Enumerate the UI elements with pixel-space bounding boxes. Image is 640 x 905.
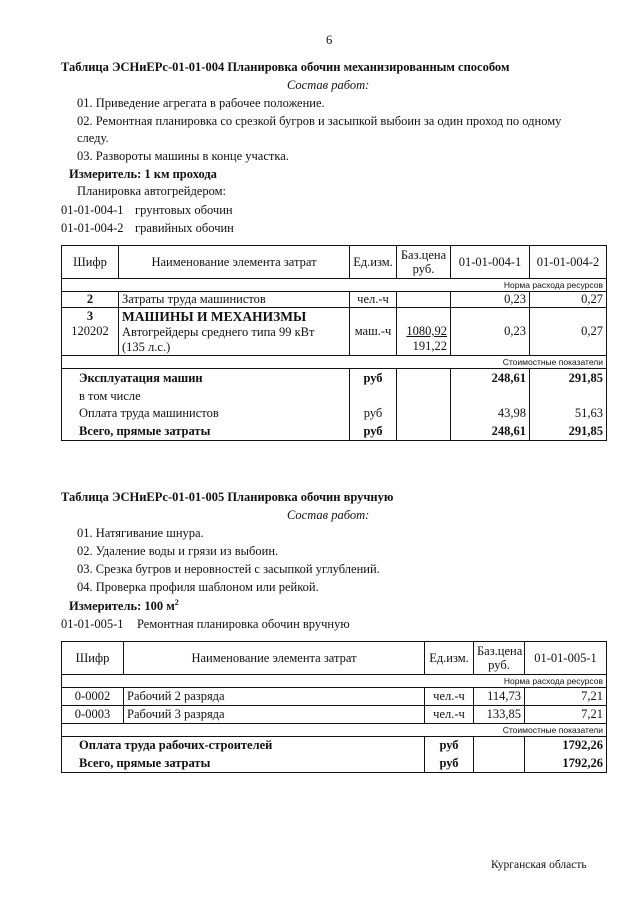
- table1-code-name: грунтовых обочин: [135, 203, 233, 217]
- table-row: в том числе: [62, 388, 607, 405]
- header-col2: 01-01-004-2: [530, 246, 607, 279]
- table-row: 0-0002 Рабочий 2 разряда чел.-ч 114,73 7,21: [62, 688, 607, 706]
- header-price: Баз.цена руб.: [397, 246, 451, 279]
- header-unit: Ед.изм.: [425, 642, 474, 675]
- table1-step: следу.: [77, 131, 109, 145]
- header-col1: 01-01-004-1: [451, 246, 530, 279]
- table1-meter: Измеритель: 1 км прохода: [69, 167, 217, 181]
- table2: [61, 641, 607, 773]
- header-shifr: Шифр: [62, 246, 119, 279]
- table1-code-name: гравийных обочин: [135, 221, 234, 235]
- table-row: Всего, прямые затраты руб 1792,26: [62, 755, 607, 773]
- table-row: Эксплуатация машин руб 248,61 291,85: [62, 369, 607, 388]
- table-row: 0-0003 Рабочий 3 разряда чел.-ч 133,85 7,21: [62, 706, 607, 724]
- table-row: Оплата труда рабочих-строителей руб 1792,26: [62, 737, 607, 755]
- table2-title: Таблица ЭСНиЕРс-01-01-005 Планировка обочин вручную: [61, 490, 394, 504]
- table2-header-row: [62, 642, 607, 675]
- table-row: Всего, прямые затраты руб 248,61 291,85: [62, 423, 607, 441]
- table2-code-name: Ремонтная планировка обочин вручную: [137, 617, 350, 631]
- table1-step: 01. Приведение агрегата в рабочее положение.: [77, 96, 325, 110]
- table2-step: 01. Натягивание шнура.: [77, 526, 204, 540]
- header-price: Баз.цена руб.: [474, 642, 525, 675]
- table1-sostav: Состав работ:: [287, 78, 370, 92]
- stoim-label: Стоимостные показатели: [62, 356, 607, 369]
- table2-step: 04. Проверка профиля шаблоном или рейкой.: [77, 580, 319, 594]
- table1-code: 01-01-004-2: [61, 221, 124, 235]
- table2-step: 03. Срезка бугров и неровностей с засыпкой углублений.: [77, 562, 380, 576]
- table1-title: Таблица ЭСНиЕРс-01-01-004 Планировка обочин механизированным способом: [61, 60, 510, 74]
- table1-norma-row: [62, 279, 607, 292]
- table1-stoim-row: [62, 356, 607, 369]
- header-name: Наименование элемента затрат: [119, 246, 350, 279]
- table1: [61, 245, 607, 441]
- footer-region: Курганская область: [491, 859, 587, 871]
- table2-step: 02. Удаление воды и грязи из выбоин.: [77, 544, 279, 558]
- norma-label: Норма расхода ресурсов: [62, 279, 607, 292]
- stoim-label: Стоимостные показатели: [62, 724, 607, 737]
- table1-step: 02. Ремонтная планировка со срезкой бугров и засыпкой выбоин за один проход по одному: [77, 114, 562, 128]
- header-col1: 01-01-005-1: [525, 642, 607, 675]
- page-number: 6: [326, 33, 333, 47]
- table2-code: 01-01-005-1: [61, 617, 124, 631]
- table2-meter: Измеритель: 100 $м^2$: [69, 598, 179, 614]
- table2-sostav: Состав работ:: [287, 508, 370, 522]
- table2-stoim-row: [62, 724, 607, 737]
- norma-label: Норма расхода ресурсов: [62, 675, 607, 688]
- table1-step: 03. Развороты машины в конце участка.: [77, 149, 289, 163]
- header-unit: Ед.изм.: [350, 246, 397, 279]
- table-row: 3 120202 МАШИНЫ И МЕХАНИЗМЫ Автогрейдеры среднего типа 99 кВт (135 л.с.) маш.-ч 1080,92 191,22 0,23 0,27: [62, 308, 607, 356]
- header-shifr: Шифр: [62, 642, 124, 675]
- header-name: Наименование элемента затрат: [124, 642, 425, 675]
- table1-subhead: Планировка автогрейдером:: [77, 184, 227, 198]
- table-row: 2 Затраты труда машинистов чел.-ч 0,23 0,27: [62, 292, 607, 308]
- table1-header-row: [62, 246, 607, 279]
- table2-norma-row: [62, 675, 607, 688]
- table-row: Оплата труда машинистов руб 43,98 51,63: [62, 405, 607, 423]
- table1-code: 01-01-004-1: [61, 203, 124, 217]
